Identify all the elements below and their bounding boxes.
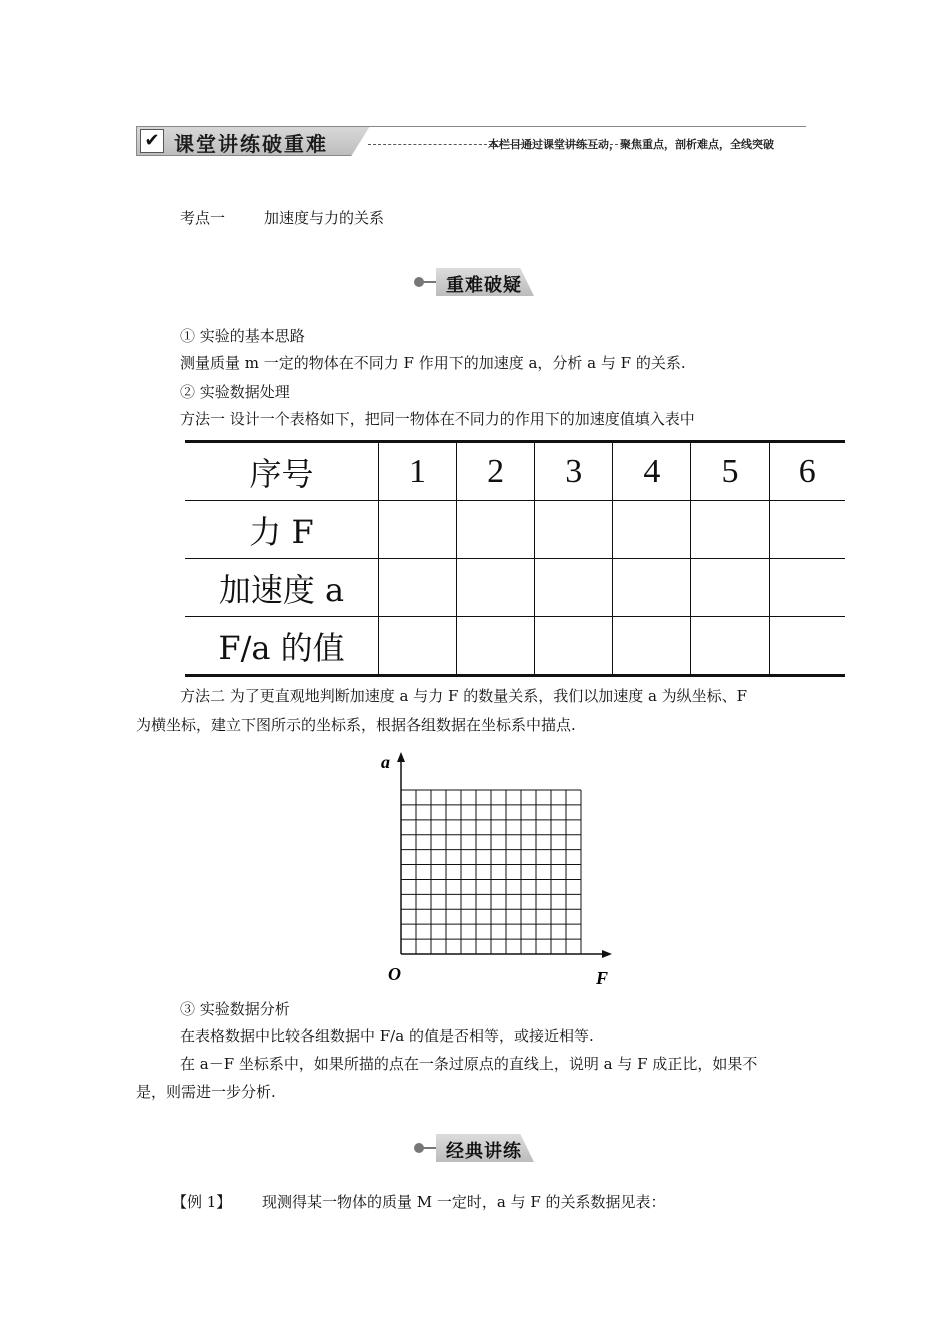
example-text: 现测得某一物体的质量 M 一定时，a 与 F 的关系数据见表： — [262, 1193, 666, 1211]
y-axis-label: a — [381, 752, 390, 772]
table-header-cell: 5 — [691, 442, 769, 501]
section-label: 经典讲练 — [446, 1141, 522, 1162]
example-tag: 【例 1】 — [172, 1193, 232, 1211]
table-row — [185, 501, 845, 559]
section-banner — [136, 126, 806, 156]
pill-connector — [422, 1147, 438, 1149]
table-row — [185, 617, 845, 676]
banner-divider — [368, 126, 806, 127]
table-cell — [535, 501, 613, 559]
section-pill-practice — [414, 1134, 544, 1164]
coordinate-grid — [376, 748, 626, 988]
table-header-cell: 序号 — [185, 442, 379, 501]
topic-title: 加速度与力的关系 — [264, 209, 385, 227]
item-1-text: 测量质量 m 一定的物体在不同力 F 作用下的加速度 a，分析 a 与 F 的关系. — [180, 354, 686, 372]
table-cell — [613, 559, 691, 617]
table-cell — [379, 617, 457, 676]
banner-note: 本栏目通过课堂讲练互动，聚焦重点，剖析难点，全线突破 — [488, 138, 774, 151]
table-cell — [379, 559, 457, 617]
table-cell — [613, 617, 691, 676]
table-row-label: F/a 的值 — [185, 617, 379, 676]
table-cell — [613, 501, 691, 559]
table-header-row — [185, 442, 845, 501]
table-header-cell: 1 — [379, 442, 457, 501]
section-pill-difficulties — [414, 268, 544, 298]
table-cell — [769, 501, 845, 559]
table-header-cell: 4 — [613, 442, 691, 501]
table-cell — [379, 501, 457, 559]
topic-label: 考点一 — [180, 209, 226, 227]
table-header-cell: 2 — [457, 442, 535, 501]
table-cell — [769, 559, 845, 617]
table-header-cell: 6 — [769, 442, 845, 501]
table-cell — [535, 559, 613, 617]
table-row-label: 加速度 a — [185, 559, 379, 617]
x-axis-arrow-icon — [602, 950, 612, 958]
item-2-heading: ② 实验数据处理 — [180, 383, 290, 401]
section-label: 重难破疑 — [446, 275, 522, 296]
table-cell — [457, 559, 535, 617]
item-3-text-2-cont: 是，则需进一步分析. — [136, 1083, 276, 1101]
table-cell — [691, 501, 769, 559]
table-cell — [535, 617, 613, 676]
item-3-heading: ③ 实验数据分析 — [180, 1000, 290, 1018]
x-axis-label: F — [596, 968, 609, 988]
table-row — [185, 559, 845, 617]
item-3-text-2: 在 a－F 坐标系中，如果所描的点在一条过原点的直线上，说明 a 与 F 成正比，如果不 — [180, 1055, 758, 1073]
y-axis-arrow-icon — [397, 752, 405, 762]
data-table — [185, 440, 845, 677]
method-2-text: 方法二 为了更直观地判断加速度 a 与力 F 的数量关系，我们以加速度 a 为纵坐标、F — [180, 687, 748, 705]
check-icon: ✔ — [140, 129, 164, 153]
banner-title: 课堂讲练破重难 — [174, 132, 328, 156]
item-1-heading: ① 实验的基本思路 — [180, 327, 305, 345]
table-cell — [769, 617, 845, 676]
table-cell — [457, 617, 535, 676]
table-header-cell: 3 — [535, 442, 613, 501]
table-cell — [691, 559, 769, 617]
origin-label: O — [388, 964, 401, 984]
pill-connector — [422, 281, 438, 283]
item-3-text: 在表格数据中比较各组数据中 F/a 的值是否相等，或接近相等. — [180, 1027, 594, 1045]
table-cell — [457, 501, 535, 559]
table-cell — [691, 617, 769, 676]
table-row-label: 力 F — [185, 501, 379, 559]
method-2-text-cont: 为横坐标，建立下图所示的坐标系，根据各组数据在坐标系中描点. — [136, 716, 576, 734]
method-1-text: 方法一 设计一个表格如下，把同一物体在不同力的作用下的加速度值填入表中 — [180, 410, 695, 428]
